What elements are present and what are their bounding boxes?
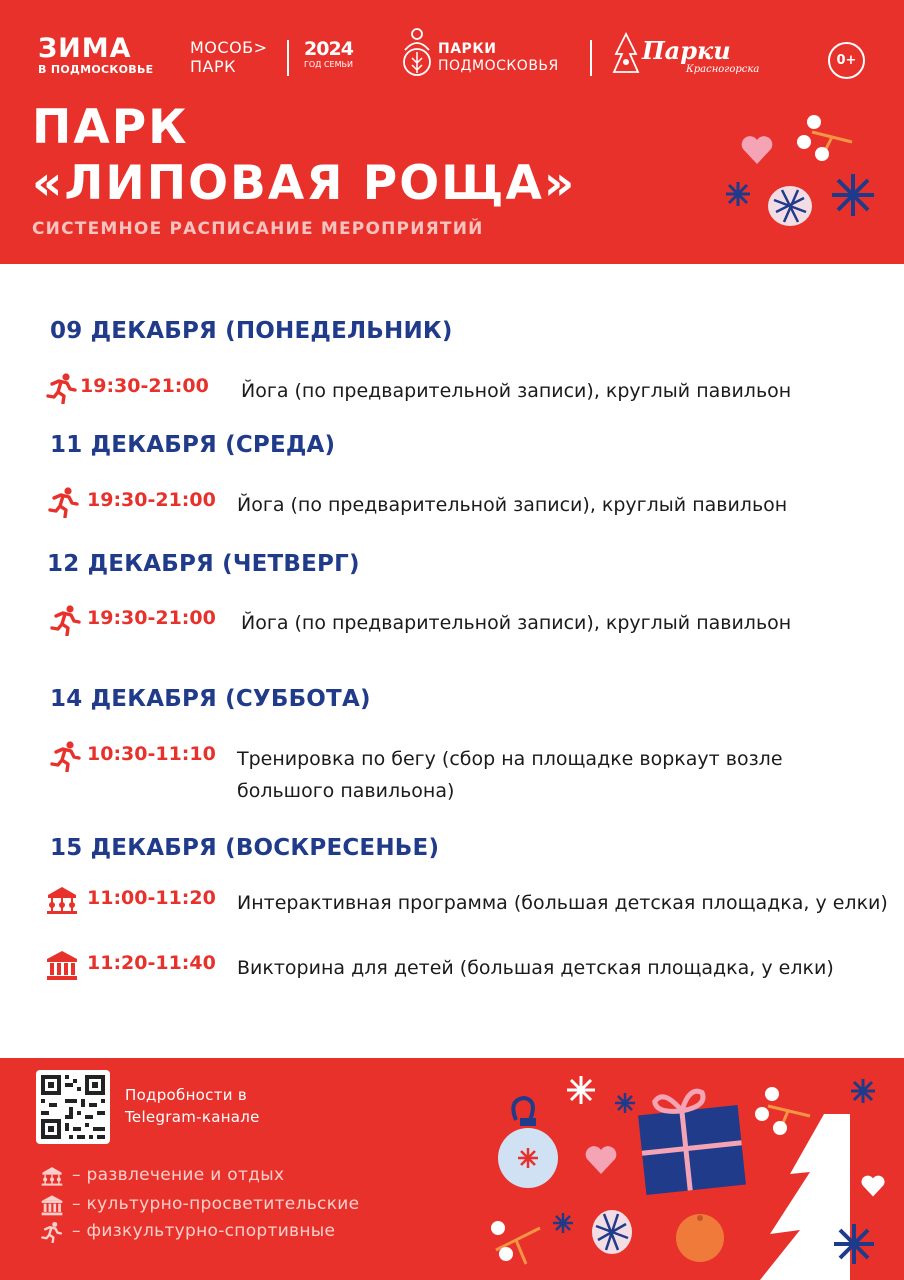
- ornament-ball-icon: [494, 1094, 566, 1194]
- legend-label: – развлечение и отдых: [72, 1165, 285, 1185]
- museum-icon: [40, 1194, 64, 1216]
- year-of-family-number: 2024: [304, 38, 353, 60]
- running-icon: [50, 740, 82, 772]
- header-banner: [0, 0, 904, 264]
- event-time: 19:30-21:00: [87, 607, 216, 629]
- day-heading: 09 ДЕКАБРЯ (ПОНЕДЕЛЬНИК): [50, 318, 453, 344]
- krasnogorsk-logo-word: Парки: [642, 36, 731, 65]
- running-icon: [48, 486, 80, 518]
- day-heading: 15 ДЕКАБРЯ (ВОСКРЕСЕНЬЕ): [50, 835, 440, 861]
- qr-code-icon: [36, 1070, 110, 1144]
- running-icon: [40, 1221, 64, 1243]
- legend-label: – физкультурно-спортивные: [72, 1221, 336, 1241]
- snowflake-small-icon: [724, 180, 752, 208]
- snowflake-large-icon: [832, 1222, 876, 1266]
- zima-logo: [38, 34, 153, 76]
- mosobpark-logo-line1: МОСОБ>: [190, 38, 268, 57]
- logo-strip: [38, 28, 878, 88]
- heart-decoration-icon: [740, 134, 774, 166]
- legend-label: – культурно-просветительские: [72, 1194, 360, 1214]
- page-title: [32, 100, 576, 212]
- museum-icon: [46, 949, 78, 981]
- event-description: Викторина для детей (большая детская площадка, у елки): [237, 957, 834, 979]
- event-time: 11:20-11:40: [87, 952, 216, 974]
- event-time: 11:00-11:20: [87, 887, 216, 909]
- krasnogorsk-logo-caption: Красногорска: [686, 64, 760, 75]
- logo-divider: [287, 40, 289, 76]
- event-time: 19:30-21:00: [87, 489, 216, 511]
- telegram-note-line1: Подробности в: [125, 1086, 248, 1104]
- tangerine-icon: [672, 1208, 728, 1264]
- page-title-line2: «ЛИПОВАЯ РОЩА»: [32, 156, 577, 211]
- snowflake-large-icon: [830, 172, 876, 218]
- telegram-note: [125, 1084, 260, 1128]
- event-row: [50, 740, 900, 820]
- snowflake-white-icon: [565, 1074, 597, 1106]
- event-time: 19:30-21:00: [80, 375, 209, 397]
- event-description: Тренировка по бегу (сбор на площадке воркаут возле большого павильона): [237, 748, 783, 802]
- carousel-icon: [40, 1165, 64, 1187]
- zima-logo-title: ЗИМА: [38, 33, 132, 64]
- mosobpark-logo: [190, 38, 268, 76]
- parki-krasnogorska-logo: [608, 30, 778, 82]
- fir-tree-note-icon: [612, 32, 640, 78]
- snowflake-small-icon: [850, 1078, 876, 1104]
- page-subtitle: СИСТЕМНОЕ РАСПИСАНИЕ МЕРОПРИЯТИЙ: [32, 219, 484, 239]
- running-icon: [50, 604, 82, 636]
- parki-logo-line1: ПАРКИ: [438, 41, 497, 57]
- day-heading: 12 ДЕКАБРЯ (ЧЕТВЕРГ): [47, 551, 360, 577]
- event-description: Йога (по предварительной записи), круглый павильон: [241, 612, 792, 634]
- year-of-family-logo: [304, 38, 353, 70]
- day-heading: 11 ДЕКАБРЯ (СРЕДА): [50, 432, 336, 458]
- page-title-line1: ПАРК: [32, 100, 189, 155]
- event-row: [46, 949, 896, 1029]
- parki-podmoskovya-logo: [398, 28, 598, 84]
- mitten-decoration-icon: [588, 1206, 636, 1258]
- event-description: Интерактивная программа (большая детская площадка, у елки): [237, 892, 888, 914]
- heart-decoration-icon: [584, 1144, 618, 1176]
- footer-banner: [0, 1058, 904, 1280]
- event-description: Йога (по предварительной записи), круглый павильон: [237, 494, 788, 516]
- running-icon: [46, 372, 78, 404]
- event-row: [50, 604, 900, 684]
- zima-logo-subtitle: В ПОДМОСКОВЬЕ: [38, 63, 154, 76]
- parki-logo-line2: ПОДМОСКОВЬЯ: [438, 58, 559, 74]
- berries-decoration-icon: [792, 112, 862, 164]
- telegram-qr-code[interactable]: [36, 1070, 110, 1144]
- event-description: Йога (по предварительной записи), круглый павильон: [241, 380, 792, 402]
- snowflake-small-icon: [552, 1212, 574, 1234]
- mitten-decoration-icon: [764, 182, 816, 230]
- telegram-note-line2: Telegram-канале: [125, 1108, 260, 1126]
- day-heading: 14 ДЕКАБРЯ (СУББОТА): [50, 686, 371, 712]
- logo-divider: [590, 40, 592, 76]
- snowflake-small-icon: [614, 1092, 636, 1114]
- heart-white-icon: [860, 1174, 886, 1198]
- knitted-hat-icon: [400, 28, 434, 78]
- gift-box-icon: [634, 1086, 750, 1196]
- year-of-family-caption: ГОД СЕМЬИ: [304, 60, 353, 69]
- age-rating-badge: 0+: [828, 42, 865, 79]
- carousel-icon: [46, 884, 78, 916]
- berries-decoration-icon: [486, 1210, 548, 1270]
- event-time: 10:30-11:10: [87, 743, 216, 765]
- mosobpark-logo-line2: ПАРК: [190, 57, 236, 76]
